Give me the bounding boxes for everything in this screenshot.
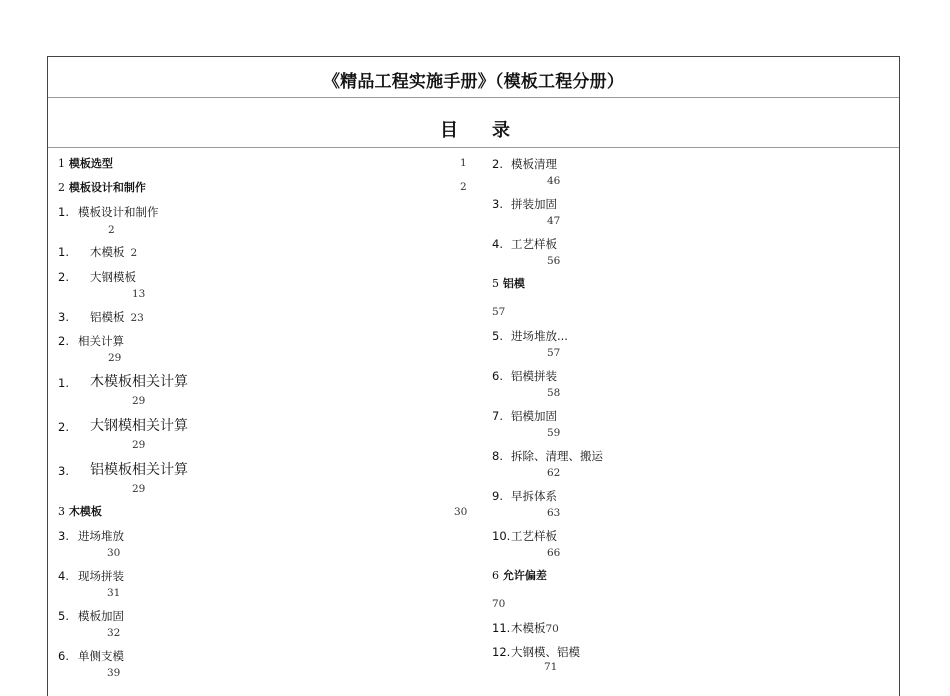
entry-page: 39 xyxy=(107,667,121,679)
entry-number: 8. xyxy=(492,449,503,463)
title-divider xyxy=(48,97,899,98)
entry-page: 23 xyxy=(130,312,144,324)
heading-divider xyxy=(48,147,899,148)
entry-page: 59 xyxy=(547,427,561,439)
entry-number: 3. xyxy=(58,464,69,478)
chapter-number: 1 xyxy=(58,157,65,170)
entry-number: 10. xyxy=(492,529,511,543)
chapter-title: 模板设计和制作 xyxy=(68,181,146,194)
entry-title: 铝模加固 xyxy=(511,409,557,423)
entry-page: 29 xyxy=(108,352,122,364)
entry-title: 拼装加固 xyxy=(511,197,557,211)
toc-chapter-1[interactable] xyxy=(58,157,113,171)
entry-title: 进场堆放... xyxy=(511,329,568,343)
entry-page: 71 xyxy=(544,661,558,673)
entry-number: 1. xyxy=(58,376,69,390)
entry-number: 5. xyxy=(58,609,69,623)
chapter-title: 木模板 xyxy=(68,505,102,518)
entry-number: 7. xyxy=(492,409,503,423)
entry-number: 2. xyxy=(492,157,503,171)
entry-page: 63 xyxy=(547,507,561,519)
chapter-page: 2 xyxy=(460,181,467,193)
entry-number: 4. xyxy=(492,237,503,251)
chapter-number: 2 xyxy=(58,181,65,194)
entry-number: 11. xyxy=(492,621,511,635)
entry-title: 大钢模、铝模 xyxy=(511,645,580,659)
chapter-number: 5 xyxy=(492,277,499,290)
entry-page: 2 xyxy=(108,224,115,236)
entry-title: 进场堆放 xyxy=(78,529,124,543)
entry-title: 工艺样板 xyxy=(511,237,557,251)
entry-title: 铝模板相关计算 xyxy=(90,462,188,478)
entry-number: 12. xyxy=(492,645,511,659)
toc-heading-char-2: 录 xyxy=(492,120,510,141)
entry-title: 工艺样板 xyxy=(511,529,557,543)
entry-title: 早拆体系 xyxy=(511,489,557,503)
chapter-page: 30 xyxy=(454,506,468,518)
entry-page: 70 xyxy=(545,623,559,635)
entry-title: 现场拼装 xyxy=(78,569,124,583)
entry-title: 拆除、清理、搬运 xyxy=(511,449,603,463)
toc-chapter-6[interactable] xyxy=(492,569,547,583)
entry-title: 模板清理 xyxy=(511,157,557,171)
entry-page: 32 xyxy=(107,627,121,639)
entry-number: 2. xyxy=(58,420,69,434)
entry-title: 模板加固 xyxy=(78,609,124,623)
toc-chapter-3[interactable] xyxy=(58,505,102,519)
chapter-title: 允许偏差 xyxy=(502,569,547,582)
chapter-page: 1 xyxy=(460,157,467,169)
entry-number: 2. xyxy=(58,270,69,284)
entry-number: 6. xyxy=(492,369,503,383)
entry-title: 木模板相关计算 xyxy=(90,374,188,390)
entry-number: 3. xyxy=(58,310,69,324)
entry-page: 56 xyxy=(547,255,561,267)
entry-page: 47 xyxy=(547,215,561,227)
entry-title: 铝模拼装 xyxy=(511,369,557,383)
chapter-title: 模板选型 xyxy=(68,157,113,170)
entry-number: 2. xyxy=(58,334,69,348)
entry-title: 木模板 xyxy=(511,621,546,635)
entry-page: 66 xyxy=(547,547,561,559)
entry-page: 29 xyxy=(132,483,146,495)
entry-page: 57 xyxy=(547,347,561,359)
entry-number: 6. xyxy=(58,649,69,663)
entry-page: 62 xyxy=(547,467,561,479)
entry-title: 铝模板 xyxy=(90,310,125,324)
chapter-page: 57 xyxy=(492,306,506,318)
document-title: 《精品工程实施手册》（模板工程分册） xyxy=(322,72,625,92)
entry-number: 3. xyxy=(58,529,69,543)
entry-title: 大钢模板 xyxy=(90,270,136,284)
entry-page: 29 xyxy=(132,395,146,407)
entry-number: 9. xyxy=(492,489,503,503)
entry-page: 13 xyxy=(132,288,146,300)
chapter-number: 6 xyxy=(492,569,499,582)
entry-title: 单侧支模 xyxy=(78,649,124,663)
entry-title: 相关计算 xyxy=(78,334,124,348)
toc-chapter-2[interactable] xyxy=(58,181,146,195)
entry-page: 58 xyxy=(547,387,561,399)
chapter-number: 3 xyxy=(58,505,65,518)
chapter-page: 70 xyxy=(492,598,506,610)
entry-title: 木模板 xyxy=(90,245,125,259)
entry-page: 2 xyxy=(130,247,138,259)
entry-number: 1. xyxy=(58,205,69,219)
toc-chapter-5[interactable] xyxy=(492,277,525,291)
entry-number: 4. xyxy=(58,569,69,583)
entry-page: 46 xyxy=(547,175,561,187)
entry-page: 29 xyxy=(132,439,146,451)
entry-title: 模板设计和制作 xyxy=(78,205,159,219)
entry-page: 31 xyxy=(107,587,121,599)
toc-heading-char-1: 目 xyxy=(440,120,458,141)
chapter-title: 铝模 xyxy=(502,277,525,290)
entry-page: 30 xyxy=(107,547,121,559)
entry-number: 5. xyxy=(492,329,503,343)
entry-number: 1. xyxy=(58,245,69,259)
entry-number: 3. xyxy=(492,197,503,211)
entry-title: 大钢模相关计算 xyxy=(90,418,188,434)
